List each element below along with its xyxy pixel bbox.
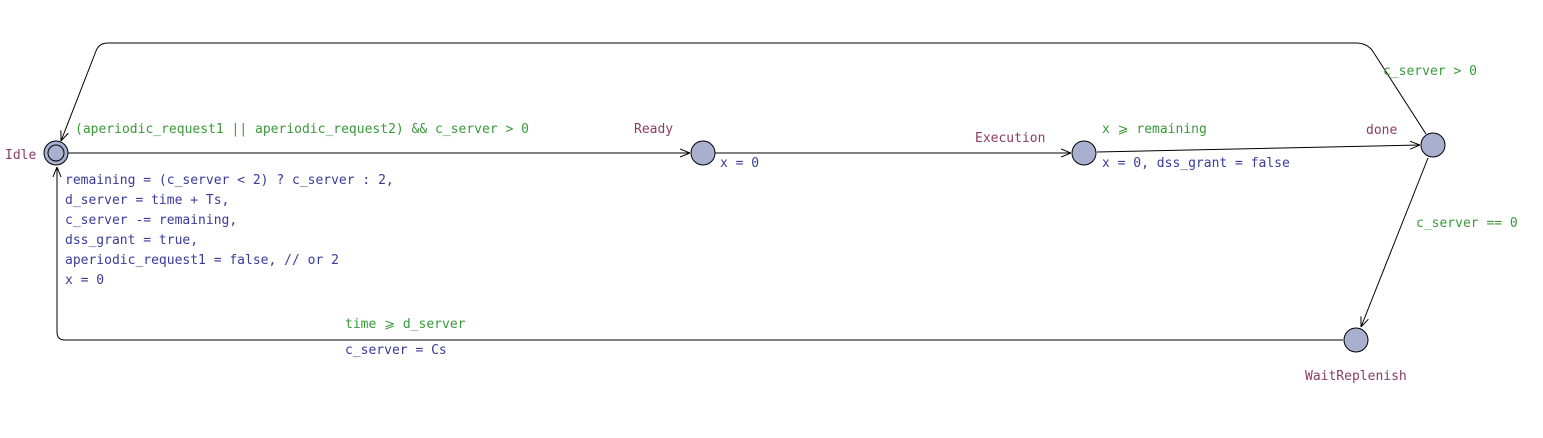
guard-idle-to-ready: (aperiodic_request1 || aperiodic_request2) && c_server > 0 — [75, 122, 529, 137]
guard-done-to-idle: c_server > 0 — [1383, 64, 1477, 79]
idle-initial-inner-ring — [48, 145, 64, 161]
guard-done-to-wait-replenish: c_server == 0 — [1416, 216, 1518, 231]
update-idle-to-ready-line: dss_grant = true, — [65, 233, 199, 248]
update-idle-to-ready-line: remaining = (c_server < 2) ? c_server : 2, — [65, 173, 394, 188]
update-wait-replenish-to-idle: c_server = Cs — [345, 343, 447, 358]
update-idle-to-ready-line: aperiodic_request1 = false, // or 2 — [65, 253, 339, 268]
location-name-wait-replenish: WaitReplenish — [1305, 369, 1407, 384]
location-ready[interactable] — [691, 141, 715, 165]
location-execution[interactable] — [1072, 141, 1096, 165]
location-name-done: done — [1366, 123, 1398, 138]
update-idle-to-ready-line: c_server -= remaining, — [65, 213, 238, 228]
guard-execution-to-done: x ⩾ remaining — [1102, 122, 1207, 137]
location-done[interactable] — [1421, 133, 1445, 157]
location-wait-replenish[interactable] — [1344, 328, 1368, 352]
location-idle[interactable] — [44, 141, 68, 165]
edge-done-to-wait-replenish[interactable] — [1361, 158, 1428, 327]
update-idle-to-ready-line: d_server = time + Ts, — [65, 193, 230, 208]
update-execution-to-done: x = 0, dss_grant = false — [1102, 156, 1290, 171]
location-name-execution: Execution — [975, 131, 1046, 146]
location-name-idle: Idle — [5, 148, 37, 163]
location-name-ready: Ready — [634, 122, 674, 137]
update-ready-to-execution: x = 0 — [720, 156, 760, 171]
update-idle-to-ready-line: x = 0 — [65, 273, 105, 288]
edge-execution-to-done[interactable] — [1097, 145, 1420, 152]
guard-wait-replenish-to-idle: time ⩾ d_server — [345, 317, 466, 332]
